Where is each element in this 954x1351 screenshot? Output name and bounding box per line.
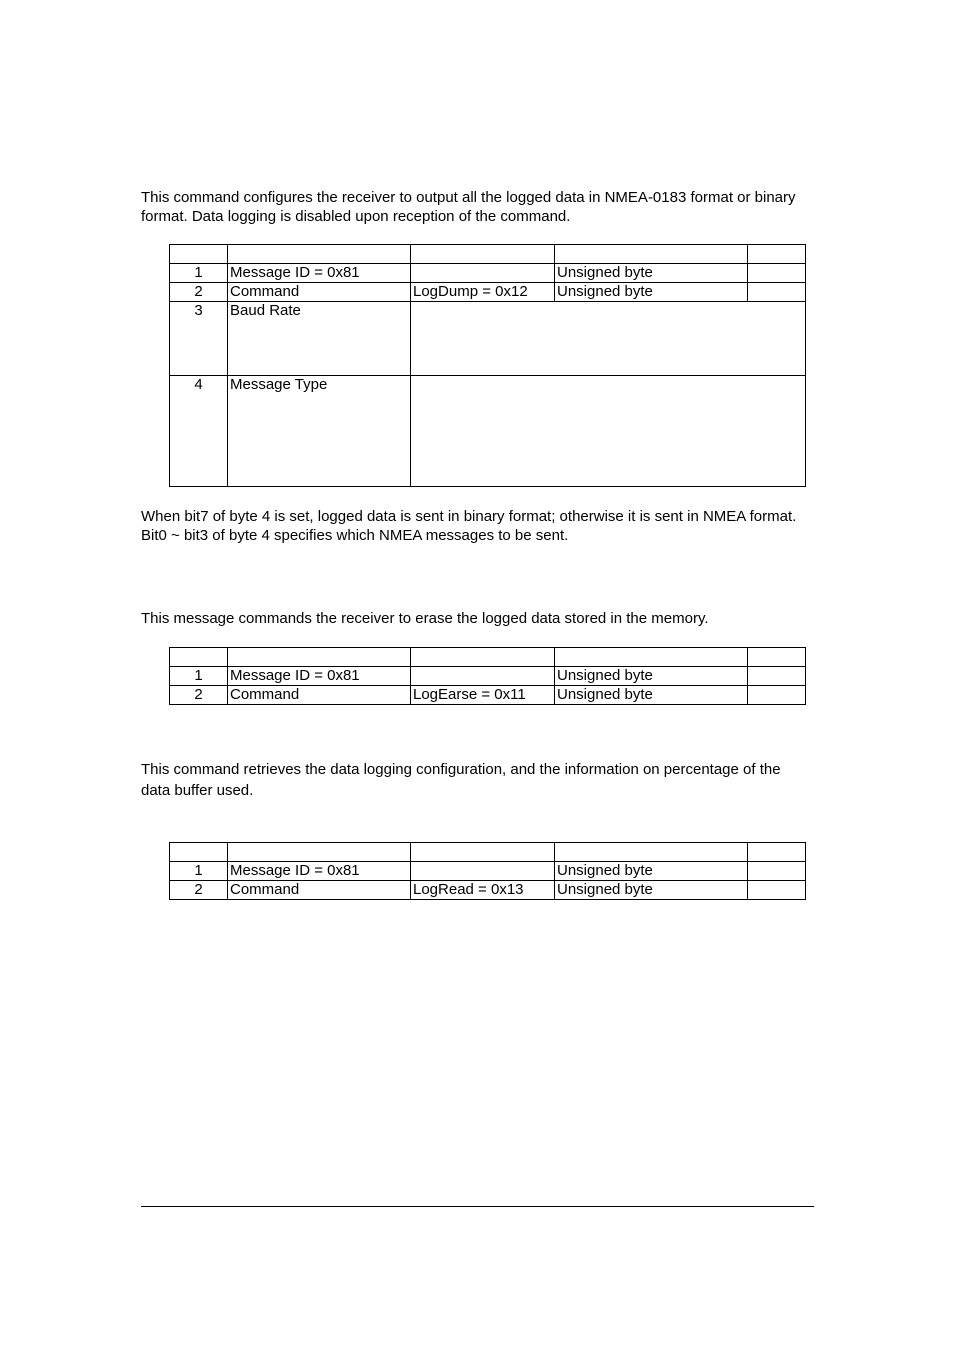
header-cell <box>411 648 555 667</box>
header-cell <box>170 648 228 667</box>
field-type: Unsigned byte <box>555 283 748 302</box>
header-cell <box>170 245 228 264</box>
field-unit <box>748 283 806 302</box>
field-type: Unsigned byte <box>555 264 748 283</box>
field-name: Message Type <box>228 376 411 487</box>
field-value <box>411 667 555 686</box>
table-row <box>170 862 806 881</box>
table-row <box>170 264 806 283</box>
field-name: Baud Rate <box>228 302 411 376</box>
table-row <box>170 686 806 705</box>
field-name: Message ID = 0x81 <box>228 264 411 283</box>
table-row <box>170 376 806 487</box>
byte-number: 4 <box>170 376 228 487</box>
table-header-row <box>170 245 806 264</box>
header-cell <box>555 245 748 264</box>
header-cell <box>411 245 555 264</box>
field-name: Command <box>228 686 411 705</box>
table-row <box>170 302 806 376</box>
header-cell <box>228 245 411 264</box>
field-value: LogRead = 0x13 <box>411 881 555 900</box>
header-cell <box>748 245 806 264</box>
field-value <box>411 264 555 283</box>
table-row <box>170 881 806 900</box>
table-header-row <box>170 843 806 862</box>
logdump-description: This command configures the receiver to output all the logged data in NMEA-0183 format or binary format. Data logging is disabled upon reception of the command. <box>141 189 796 225</box>
byte-number: 3 <box>170 302 228 376</box>
byte-number: 2 <box>170 881 228 900</box>
logerase-description: This message commands the receiver to erase the logged data stored in the memory. <box>141 610 709 627</box>
field-type: Unsigned byte <box>555 686 748 705</box>
field-unit <box>748 686 806 705</box>
header-cell <box>170 843 228 862</box>
field-description <box>411 376 806 487</box>
logdump-field-table <box>169 244 806 487</box>
header-cell <box>555 843 748 862</box>
field-type: Unsigned byte <box>555 881 748 900</box>
field-name: Message ID = 0x81 <box>228 667 411 686</box>
byte-number: 2 <box>170 686 228 705</box>
field-type: Unsigned byte <box>555 667 748 686</box>
byte-number: 1 <box>170 667 228 686</box>
logerase-field-table <box>169 647 806 705</box>
footer-divider <box>141 1206 814 1207</box>
field-name: Command <box>228 881 411 900</box>
header-cell <box>411 843 555 862</box>
field-value: LogEarse = 0x11 <box>411 686 555 705</box>
header-cell <box>748 843 806 862</box>
header-cell <box>748 648 806 667</box>
field-value: LogDump = 0x12 <box>411 283 555 302</box>
byte-number: 2 <box>170 283 228 302</box>
table-header-row <box>170 648 806 667</box>
field-value <box>411 862 555 881</box>
header-cell <box>228 843 411 862</box>
field-unit <box>748 881 806 900</box>
field-unit <box>748 667 806 686</box>
field-type: Unsigned byte <box>555 862 748 881</box>
header-cell <box>555 648 748 667</box>
field-unit <box>748 264 806 283</box>
field-name: Command <box>228 283 411 302</box>
logread-field-table <box>169 842 806 900</box>
byte-number: 1 <box>170 264 228 283</box>
logdump-note: When bit7 of byte 4 is set, logged data is sent in binary format; otherwise it is sent in NMEA format. Bit0 ~ bit3 of byte 4 specifies which NMEA messages to be sent. <box>141 508 797 544</box>
header-cell <box>228 648 411 667</box>
byte-number: 1 <box>170 862 228 881</box>
logread-description: This command retrieves the data logging configuration, and the information on percentage of the data buffer used. <box>141 761 781 799</box>
field-name: Message ID = 0x81 <box>228 862 411 881</box>
table-row <box>170 667 806 686</box>
table-row <box>170 283 806 302</box>
field-unit <box>748 862 806 881</box>
field-description <box>411 302 806 376</box>
